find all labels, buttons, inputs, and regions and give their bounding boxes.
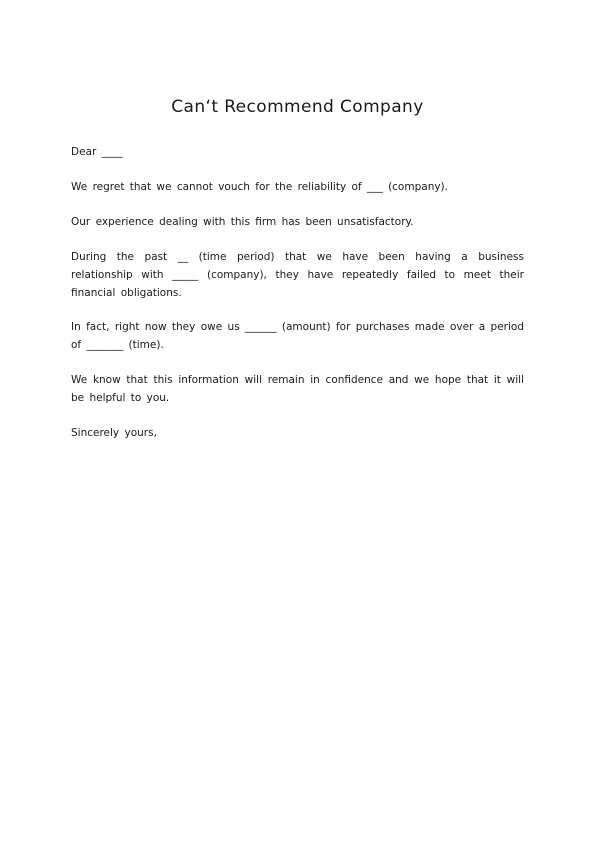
greeting xyxy=(71,143,524,161)
paragraph-3 xyxy=(71,248,524,302)
paragraph-5 xyxy=(71,371,524,407)
paragraph-text: During the past __ (time period) that we have been having a business relationship with _____ (company), they have repeatedly failed to meet their financial obligations. xyxy=(71,251,524,299)
paragraph-text: In fact, right now they owe us ______ (amount) for purchases made over a period of _______ (time). xyxy=(71,321,524,351)
closing xyxy=(71,424,524,442)
paragraph-text: We regret that we cannot vouch for the reliability of ___ (company). xyxy=(71,181,448,193)
greeting-line: Dear ____ xyxy=(71,146,123,158)
paragraph-4 xyxy=(71,318,524,354)
paragraph-2 xyxy=(71,213,524,231)
paragraph-text: We know that this information will remain in confidence and we hope that it will be helpful to you. xyxy=(71,374,524,404)
paragraph-text: Our experience dealing with this firm has been unsatisfactory. xyxy=(71,216,414,228)
page-title: Can‘t Recommend Company xyxy=(171,97,424,117)
closing-line: Sincerely yours, xyxy=(71,427,157,439)
paragraph-1 xyxy=(71,178,524,196)
